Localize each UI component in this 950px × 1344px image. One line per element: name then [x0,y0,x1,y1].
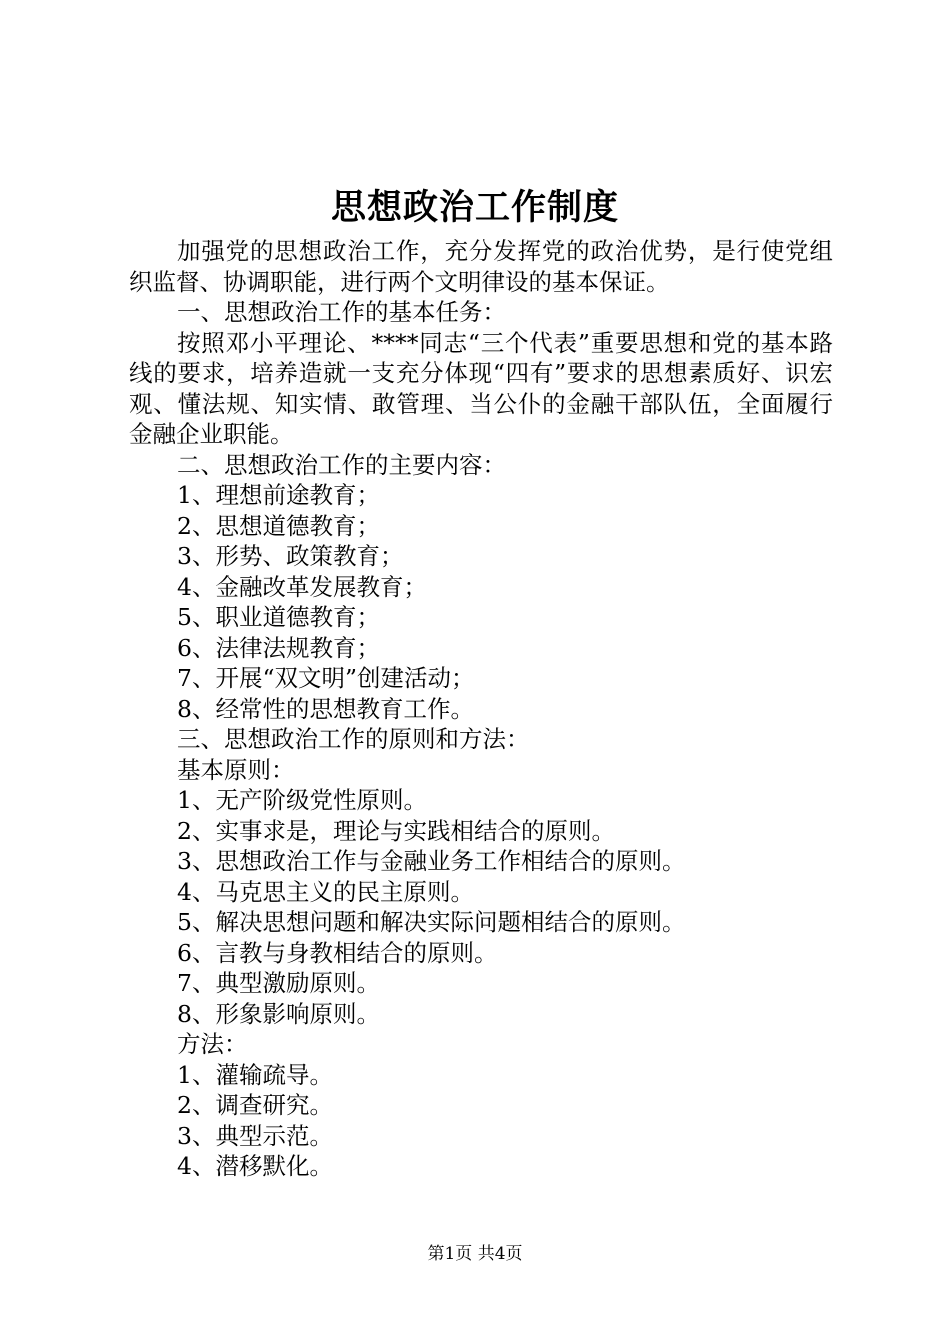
method-item: 2、调查研究。 [177,1091,333,1119]
section1-paragraph: 按照邓小平理论、****同志“三个代表”重要思想和党的基本路线的要求，培养造就一支充分体现“四有”要求的思想素质好、识宏观、懂法规、知实情、敢管理、当公仆的金融干部队伍，全面履行金融企业职能。 [129,328,833,448]
content-item: 1、理想前途教育； [177,481,380,509]
content-item: 3、形势、政策教育； [177,542,404,570]
content-item: 5、职业道德教育； [177,603,380,631]
section2-heading: 二、思想政治工作的主要内容： [177,450,506,479]
principle-item: 6、言教与身教相结合的原则。 [177,938,498,967]
principle-item: 7、典型激励原则。 [177,969,380,997]
content-item: 4、金融改革发展教育； [177,572,427,601]
principle-item: 1、无产阶级党性原则。 [177,786,427,814]
principle-item: 8、形象影响原则。 [177,999,380,1028]
document-title: 思想政治工作制度 [330,187,619,228]
page-footer: 第1页 共4页 [427,1244,523,1264]
method-item: 1、灌输疏导。 [177,1060,333,1089]
principle-item: 3、思想政治工作与金融业务工作相结合的原则。 [177,847,686,875]
principle-item: 2、实事求是，理论与实践相结合的原则。 [177,816,615,845]
principle-item: 5、解决思想问题和解决实际问题相结合的原则。 [177,908,686,936]
content-item: 6、法律法规教育； [177,633,380,662]
section1-heading: 一、思想政治工作的基本任务： [177,298,506,326]
method-item: 3、典型示范。 [177,1121,333,1150]
content-item: 8、经常性的思想教育工作。 [177,694,474,723]
section3-heading: 三、思想政治工作的原则和方法： [177,725,530,753]
intro-paragraph: 加强党的思想政治工作，充分发挥党的政治优势，是行使党组织监督、协调职能，进行两个文明律设的基本保证。 [129,237,833,296]
methods-label: 方法： [177,1030,248,1058]
principle-item: 4、马克思主义的民主原则。 [177,877,474,906]
document-body [129,236,833,1182]
principles-label: 基本原则： [177,755,295,784]
content-item: 2、思想道德教育； [177,511,380,540]
method-item: 4、潜移默化。 [177,1152,333,1180]
content-item: 7、开展“双文明”创建活动； [177,664,475,692]
